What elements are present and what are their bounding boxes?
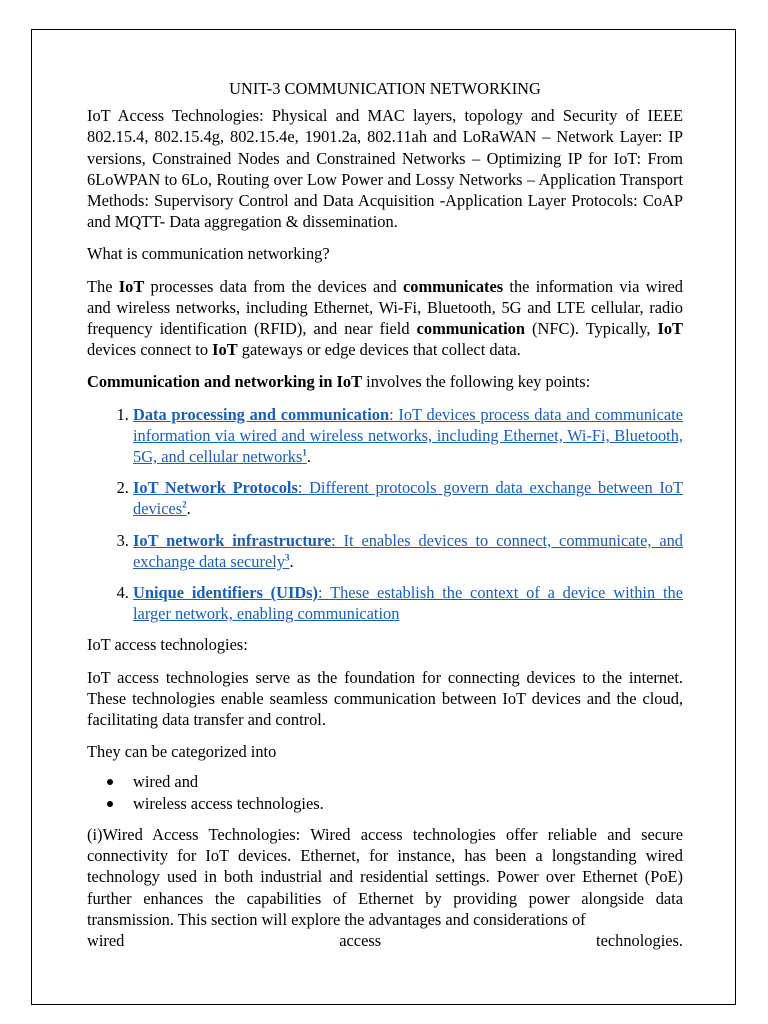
list-item: wireless access technologies.	[133, 793, 683, 814]
wired-paragraph: (i)Wired Access Technologies: Wired access technologies offer reliable and secure connectivity for IoT devices. Ethernet, for instance, has been a longstanding wired technology used in both industrial and residential settings. Power over Ethernet (PoE) further enhances the capabilities of Ethernet by providing power alongside data transmission. This section will explore the advantages and considerations of	[87, 824, 683, 929]
key-point-link[interactable]: IoT Network Protocols: Different protocols govern data exchange between IoT devices$^2$	[133, 478, 683, 519]
key-points-list	[87, 404, 683, 625]
document-body	[87, 78, 683, 951]
access-heading: IoT access technologies:	[87, 635, 248, 655]
list-item: 3. IoT network infrastructure: It enables devices to connect, communicate, and exchange data securely$^3$.	[133, 530, 683, 572]
page-title: UNIT-3 COMMUNICATION NETWORKING	[229, 79, 541, 98]
access-paragraph: IoT access technologies serve as the foundation for connecting devices to the internet. These technologies enable seamless communication between IoT devices and the cloud, facilitating data transfer and control.	[87, 667, 683, 730]
key-points-intro: Communication and networking in IoT involves the following key points:	[87, 372, 591, 392]
iot-intro-paragraph: The IoT processes data from the devices and communicates the information via wired and wireless networks, including Ethernet, Wi-Fi, Bluetooth, 5G and LTE cellular, radio frequency identification (RFID), and near field communication (NFC). Typically, IoT devices connect to IoT gateways or edge devices that collect data.	[87, 276, 683, 360]
wired-paragraph-last-line: wired access technologies.	[87, 930, 683, 950]
key-point-link[interactable]: IoT network infrastructure: It enables devices to connect, communicate, and exchange data securely$^3$	[133, 530, 683, 571]
list-item	[133, 582, 683, 624]
syllabus-paragraph: IoT Access Technologies: Physical and MAC layers, topology and Security of IEEE 802.15.4, 802.15.4g, 802.15.4e, 1901.2a, 802.11ah and LoRaWAN – Network Layer: IP versions, Constrained Nodes and Constrained Networks – Optimizing IP for IoT: From 6LoWPAN to 6Lo, Routing over Low Power and Lossy Networks – Application Transport Methods: Supervisory Control and Data Acquisition -Application Layer Protocols: CoAP and MQTT- Data aggregation & dissemination.	[87, 106, 683, 232]
list-item: 1. Data processing and communication: IoT devices process data and communicate information via wired and wireless networks, including Ethernet, Wi-Fi, Bluetooth, 5G, and cellular networks$^1$.	[133, 404, 683, 468]
category-list	[87, 771, 683, 813]
key-point-link[interactable]: Data processing and communication: IoT devices process data and communicate information via wired and wireless networks, including Ethernet, Wi-Fi, Bluetooth, 5G, and cellular networks$^1$	[133, 404, 683, 467]
list-item: 2. IoT Network Protocols: Different protocols govern data exchange between IoT devices$^2$.	[133, 477, 683, 519]
categorized-line: They can be categorized into	[87, 742, 277, 762]
list-item: wired and	[133, 771, 683, 792]
question-line: What is communication networking?	[87, 244, 330, 264]
key-point-link[interactable]: Unique identifiers (UIDs): These establish the context of a device within the larger network, enabling communication	[133, 583, 683, 624]
